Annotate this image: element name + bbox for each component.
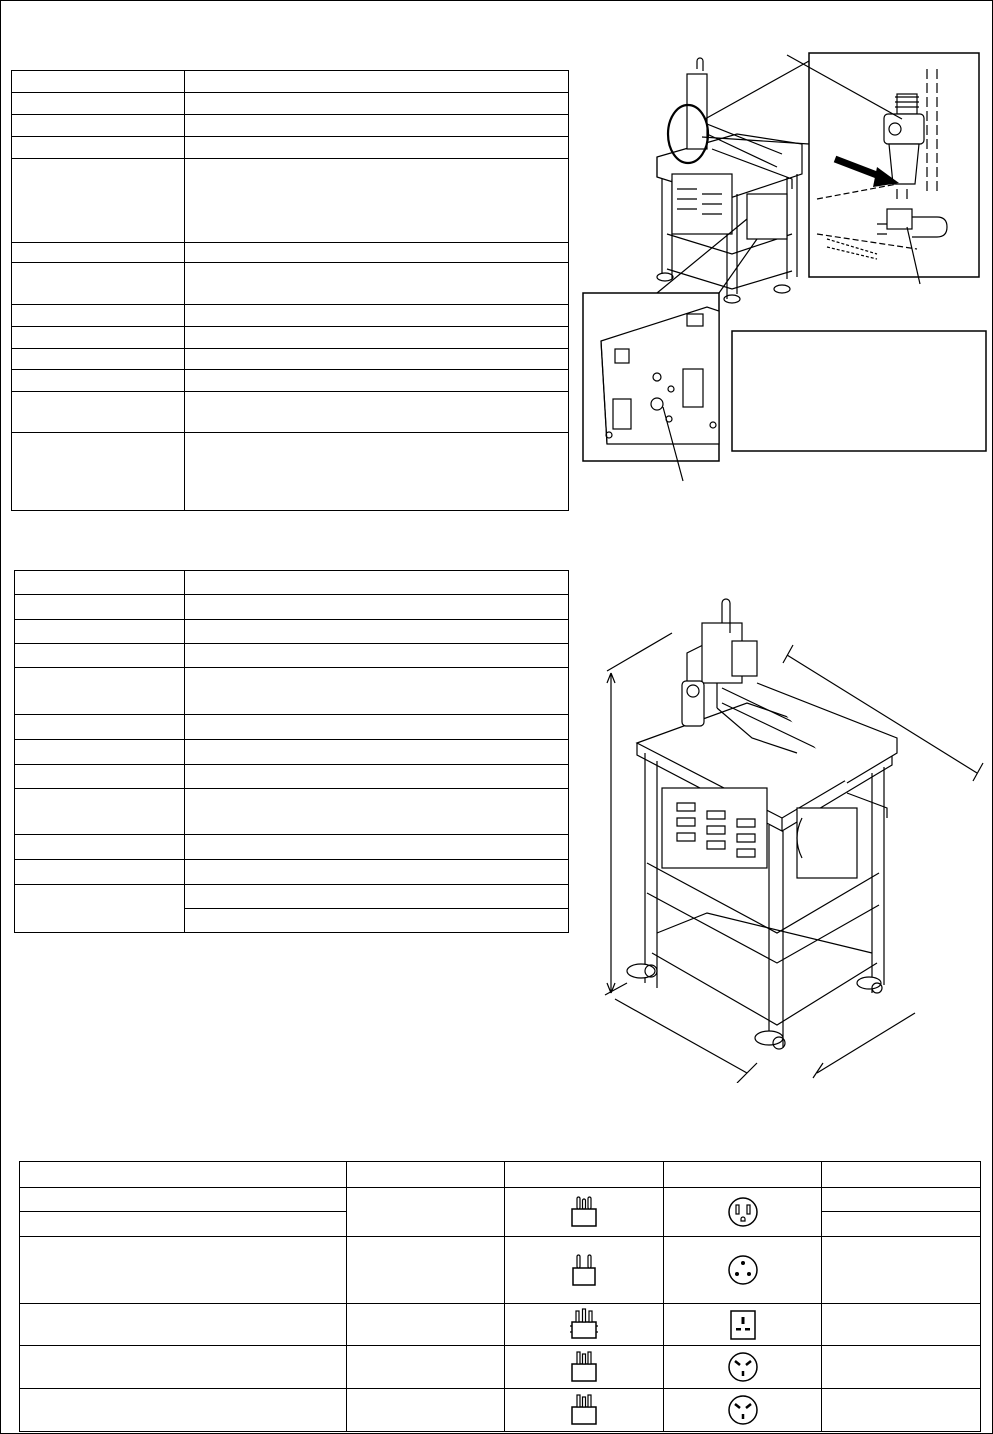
spec-value xyxy=(185,392,569,433)
table-row xyxy=(15,595,569,620)
region-cell xyxy=(20,1346,347,1389)
spec-label xyxy=(15,835,185,860)
caster-wheels xyxy=(627,964,882,1049)
spec-table-1 xyxy=(11,70,569,511)
spec-value xyxy=(185,433,569,511)
outlet-au-icon xyxy=(726,1393,760,1427)
plug-au-icon xyxy=(569,1393,599,1427)
table-header-row xyxy=(20,1162,981,1188)
spec-value xyxy=(185,885,569,909)
voltage-cell xyxy=(347,1188,505,1237)
spec-value xyxy=(185,620,569,644)
table-row xyxy=(12,115,569,137)
note-cell xyxy=(822,1188,981,1212)
spec-value xyxy=(185,644,569,668)
table-row xyxy=(12,349,569,370)
table-row xyxy=(15,860,569,885)
spec-label xyxy=(12,327,185,349)
table-row xyxy=(15,644,569,668)
spec-value xyxy=(185,740,569,765)
spec-label xyxy=(12,349,185,370)
note-cell xyxy=(822,1237,981,1304)
voltage-cell xyxy=(347,1304,505,1346)
spec-value xyxy=(185,115,569,137)
plug-uk-icon xyxy=(567,1308,601,1342)
table-row xyxy=(15,885,569,909)
table-row xyxy=(15,668,569,715)
table-row xyxy=(12,243,569,263)
spec-label xyxy=(12,433,185,511)
spec-label xyxy=(15,571,185,595)
spec-value xyxy=(185,595,569,620)
table-row xyxy=(15,835,569,860)
spec-value xyxy=(185,263,569,305)
callout-box xyxy=(732,331,986,451)
spec-label xyxy=(15,765,185,789)
table-row xyxy=(15,715,569,740)
spec-label xyxy=(12,93,185,115)
spec-label xyxy=(15,860,185,885)
machine-dimensions-figure xyxy=(597,593,987,1083)
region-cell xyxy=(20,1212,347,1237)
spec-value xyxy=(185,370,569,392)
spec-value xyxy=(185,765,569,789)
machine-overview-figure xyxy=(577,49,991,489)
table-row xyxy=(15,620,569,644)
column-header xyxy=(664,1162,822,1188)
outlet-cell xyxy=(664,1237,822,1304)
spec-value xyxy=(185,835,569,860)
table-row xyxy=(12,263,569,305)
note-cell xyxy=(822,1212,981,1237)
outlet-cell xyxy=(664,1188,822,1237)
column-header xyxy=(20,1162,347,1188)
note-cell xyxy=(822,1346,981,1389)
spec-table-2 xyxy=(14,570,569,933)
table-row xyxy=(15,571,569,595)
table-row xyxy=(20,1304,981,1346)
spec-label xyxy=(15,715,185,740)
plug-3pin-us-icon xyxy=(569,1195,599,1229)
voltage-cell xyxy=(347,1389,505,1432)
spec-value xyxy=(185,715,569,740)
spec-label xyxy=(12,263,185,305)
outlet-round-icon xyxy=(726,1253,760,1287)
plug-cell xyxy=(505,1346,664,1389)
note-cell xyxy=(822,1389,981,1432)
spec-label xyxy=(15,620,185,644)
outlet-au-icon xyxy=(726,1350,760,1384)
table-row xyxy=(20,1237,981,1304)
spec-label xyxy=(12,243,185,263)
spec-label xyxy=(15,789,185,835)
plug-cell xyxy=(505,1389,664,1432)
spec-value xyxy=(185,243,569,263)
spec-value xyxy=(185,93,569,115)
table-row xyxy=(12,71,569,93)
spec-label xyxy=(12,370,185,392)
machine-small-drawing xyxy=(657,58,802,303)
spec-value xyxy=(185,860,569,885)
region-cell xyxy=(20,1389,347,1432)
spec-value xyxy=(185,305,569,327)
plug-cell xyxy=(505,1237,664,1304)
plug-au-icon xyxy=(569,1350,599,1384)
depth-dimension-line xyxy=(817,1013,915,1073)
region-cell xyxy=(20,1304,347,1346)
column-header xyxy=(505,1162,664,1188)
spec-label xyxy=(12,392,185,433)
spec-label xyxy=(12,71,185,93)
table-row xyxy=(15,789,569,835)
table-row xyxy=(12,370,569,392)
spec-label xyxy=(15,885,185,933)
spec-value xyxy=(185,571,569,595)
table-row xyxy=(12,137,569,159)
note-cell xyxy=(822,1304,981,1346)
spec-value xyxy=(185,137,569,159)
table-row xyxy=(12,93,569,115)
outlet-us-icon xyxy=(726,1195,760,1229)
spec-label xyxy=(12,159,185,243)
outlet-cell xyxy=(664,1389,822,1432)
spec-value xyxy=(185,327,569,349)
spec-value xyxy=(185,789,569,835)
table-row xyxy=(20,1389,981,1432)
spec-label xyxy=(12,305,185,327)
spec-value xyxy=(185,71,569,93)
table-row xyxy=(20,1346,981,1389)
voltage-cell xyxy=(347,1346,505,1389)
column-header xyxy=(822,1162,981,1188)
spec-label xyxy=(15,644,185,668)
spec-value xyxy=(185,159,569,243)
table-row xyxy=(12,327,569,349)
plug-cell xyxy=(505,1188,664,1237)
region-cell xyxy=(20,1188,347,1212)
outlet-uk-icon xyxy=(728,1308,758,1342)
plug-cell xyxy=(505,1304,664,1346)
plug-table xyxy=(19,1161,981,1432)
outlet-cell xyxy=(664,1346,822,1389)
spec-value xyxy=(185,909,569,933)
table-row xyxy=(12,159,569,243)
table-row xyxy=(12,305,569,327)
outlet-cell xyxy=(664,1304,822,1346)
spec-value xyxy=(185,349,569,370)
spec-label xyxy=(15,668,185,715)
spec-label xyxy=(15,595,185,620)
table-row xyxy=(15,740,569,765)
table-row xyxy=(15,765,569,789)
table-row xyxy=(12,433,569,511)
voltage-cell xyxy=(347,1237,505,1304)
width-dimension-line xyxy=(615,999,747,1073)
table-row xyxy=(20,1188,981,1212)
spec-label xyxy=(12,115,185,137)
spec-label xyxy=(15,740,185,765)
spec-label xyxy=(12,137,185,159)
table-row xyxy=(12,392,569,433)
region-cell xyxy=(20,1237,347,1304)
column-header xyxy=(347,1162,505,1188)
spec-value xyxy=(185,668,569,715)
plug-3pin-round-icon xyxy=(569,1252,599,1288)
